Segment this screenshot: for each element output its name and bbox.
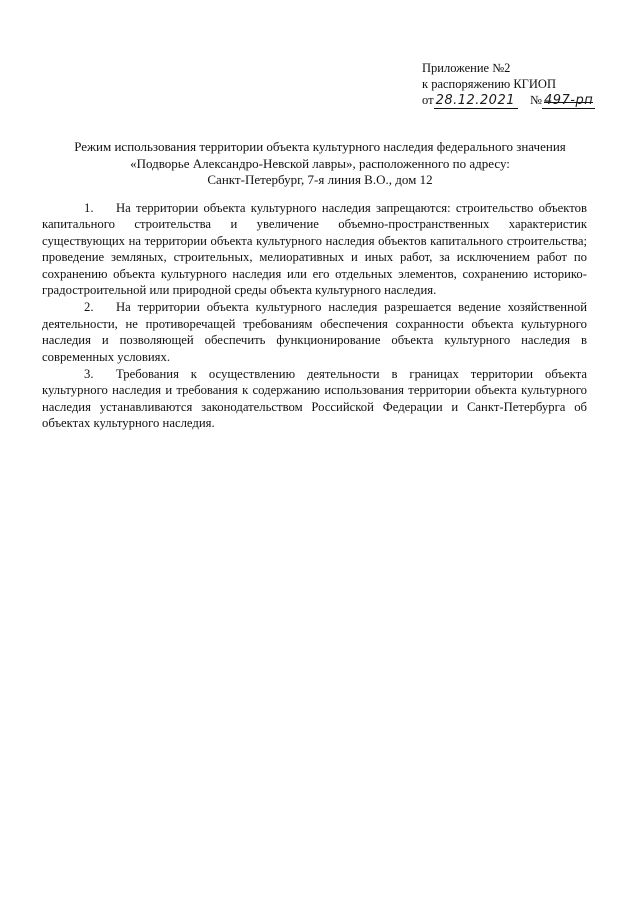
document-title [40, 139, 600, 189]
date-prefix: от [422, 93, 434, 107]
paragraph-text: На территории объекта культурного наследия разрешается ведение хозяйственной деятельности, не противоречащей требованиям обеспечения сохранности объекта культурного наследия и позволяющей обеспечить функционирование объекта культурного наследия в современных условиях. [42, 300, 587, 364]
title-line-3: Санкт-Петербург, 7-я линия В.О., дом 12 [207, 172, 433, 187]
annex-subtitle: к распоряжению КГИОП [422, 77, 556, 91]
handwritten-number: 497-рп [543, 93, 594, 108]
title-line-1: Режим использования территории объекта культурного наследия федерального значения [74, 139, 566, 154]
paragraph-text: Требования к осуществлению деятельности в границах территории объекта культурного наследия и требования к содержанию использования территории объекта культурного наследия устанавливаются законодательством Российской Федерации и Санкт-Петербурга об объектах культурного наследия. [42, 367, 587, 431]
paragraph-2 [42, 299, 587, 365]
paragraph-number: 1. [84, 201, 94, 215]
paragraph-number: 2. [84, 300, 94, 315]
paragraph-text: На территории объекта культурного наследия запрещаются: строительство объектов капитального строительства и увеличение объемно-пространственных характеристик существующих на территории объекта культурного наследия объектов капитального строительства; проведение земляных, строительных, мелиоративных и иных работ, за исключением работ по сохранению объекта культурного наследия или его отдельных элементов, сохранению историко-градостроительной или природной среды объекта культурного наследия. [42, 201, 587, 298]
annex-header [422, 60, 622, 109]
title-line-2: «Подворье Александро-Невской лавры», расположенного по адресу: [130, 155, 510, 171]
paragraph-number: 3. [84, 367, 94, 382]
handwritten-date: 28.12.2021 [434, 94, 518, 109]
paragraph-1 [42, 200, 587, 298]
annex-date-number-line [422, 92, 622, 109]
number-prefix: № [530, 93, 542, 107]
document-body [42, 200, 587, 433]
annex-title: Приложение №2 [422, 61, 511, 75]
paragraph-3 [42, 366, 587, 432]
